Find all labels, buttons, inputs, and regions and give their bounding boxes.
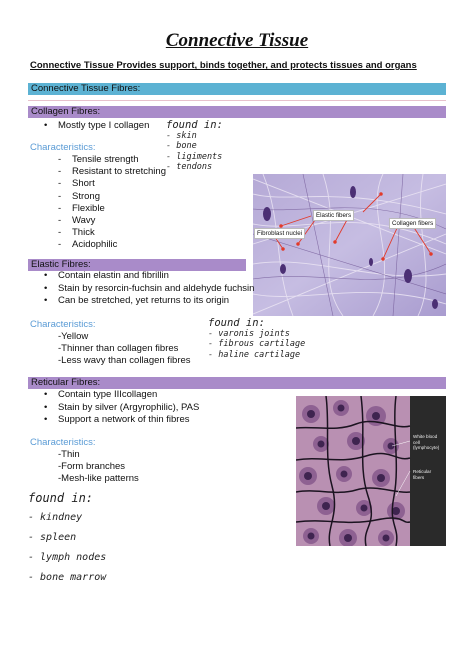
label-elastic-fibers: Elastic fibers	[313, 210, 354, 221]
label-reticular-fibers: Reticular fibers	[413, 469, 432, 480]
list-item: - Acidophilic	[58, 239, 166, 251]
list-item: -Thin	[58, 449, 80, 460]
note-item: - varonis joints	[208, 328, 290, 339]
elastic-found-in-note	[208, 318, 305, 360]
section-header-collagen: Collagen Fibres:	[28, 106, 446, 118]
reticular-characteristics-heading: Characteristics:	[30, 437, 96, 448]
collagen-bullets	[28, 120, 149, 133]
note-item: - fibrous cartilage	[208, 339, 306, 349]
note-title: found in:	[166, 119, 223, 131]
list-item: • Support a network of thin fibres	[28, 414, 199, 427]
list-item: -Yellow	[58, 331, 89, 342]
note-item: - spleen	[28, 532, 77, 543]
collagen-characteristics	[58, 154, 166, 252]
divider	[28, 100, 446, 101]
note-item: - ligiments	[166, 151, 223, 162]
list-item: • Contain type IIIcollagen	[28, 389, 199, 402]
list-item: -Form branches	[58, 461, 126, 472]
list-item: -Mesh-like patterns	[58, 473, 139, 484]
reticular-found-in-note	[28, 488, 106, 588]
list-item: • Can be stretched, yet returns to its origin	[28, 295, 254, 308]
list-item: -Thinner than collagen fibres	[58, 343, 179, 354]
page-title: Connective Tissue	[165, 30, 309, 51]
list-item: - Resistant to stretching	[58, 166, 166, 178]
list-item: • Stain by resorcin-fuchsin and aldehyde fuchsin	[28, 283, 254, 296]
elastic-characteristics-heading: Characteristics:	[30, 319, 96, 330]
note-item: - lymph nodes	[28, 552, 107, 563]
list-item: - Strong	[58, 191, 166, 203]
list-item: - Flexible	[58, 203, 166, 215]
section-header-reticular: Reticular Fibres:	[28, 377, 446, 389]
note-item: - tendons	[166, 162, 213, 172]
reticular-characteristics	[58, 449, 139, 485]
list-item: • Stain by silver (Argyrophilic), PAS	[28, 402, 199, 415]
micrograph-drawing	[253, 174, 446, 316]
note-item: - bone marrow	[28, 572, 107, 583]
reticular-bullets	[28, 389, 199, 427]
page-subtitle: Connective Tissue Provides support, binds together, and protects tissues and organs	[30, 60, 417, 71]
section-header-fibres: Connective Tissue Fibres:	[28, 83, 446, 95]
note-title: found in:	[28, 491, 94, 505]
list-item: - Thick	[58, 227, 166, 239]
elastic-characteristics	[58, 331, 191, 367]
note-title: found in:	[208, 317, 265, 329]
note-item: - skin	[166, 130, 197, 141]
list-item: - Short	[58, 178, 166, 190]
list-item: • Mostly type I collagen	[28, 120, 149, 133]
elastic-bullets	[28, 270, 254, 308]
note-item: - haline cartilage	[208, 349, 301, 360]
note-item: - bone	[166, 141, 197, 151]
collagen-found-in-note	[166, 120, 223, 173]
micrograph-elastic-collagen	[253, 174, 446, 316]
list-item: • Contain elastin and fibrillin	[28, 270, 254, 283]
section-header-elastic: Elastic Fibres:	[28, 259, 246, 271]
list-item: -Less wavy than collagen fibres	[58, 355, 191, 366]
label-fibroblast-nuclei: Fibroblast nuclei	[254, 228, 305, 239]
label-collagen-fibers: Collagen fibers	[389, 218, 436, 229]
note-item: - kindney	[28, 512, 83, 523]
label-white-blood-cell: White blood cell (lymphocyte)	[413, 434, 440, 450]
micrograph-reticular	[296, 396, 446, 546]
list-item: - Tensile strength	[58, 154, 166, 166]
list-item: - Wavy	[58, 215, 166, 227]
collagen-characteristics-heading: Characteristics:	[30, 142, 96, 153]
